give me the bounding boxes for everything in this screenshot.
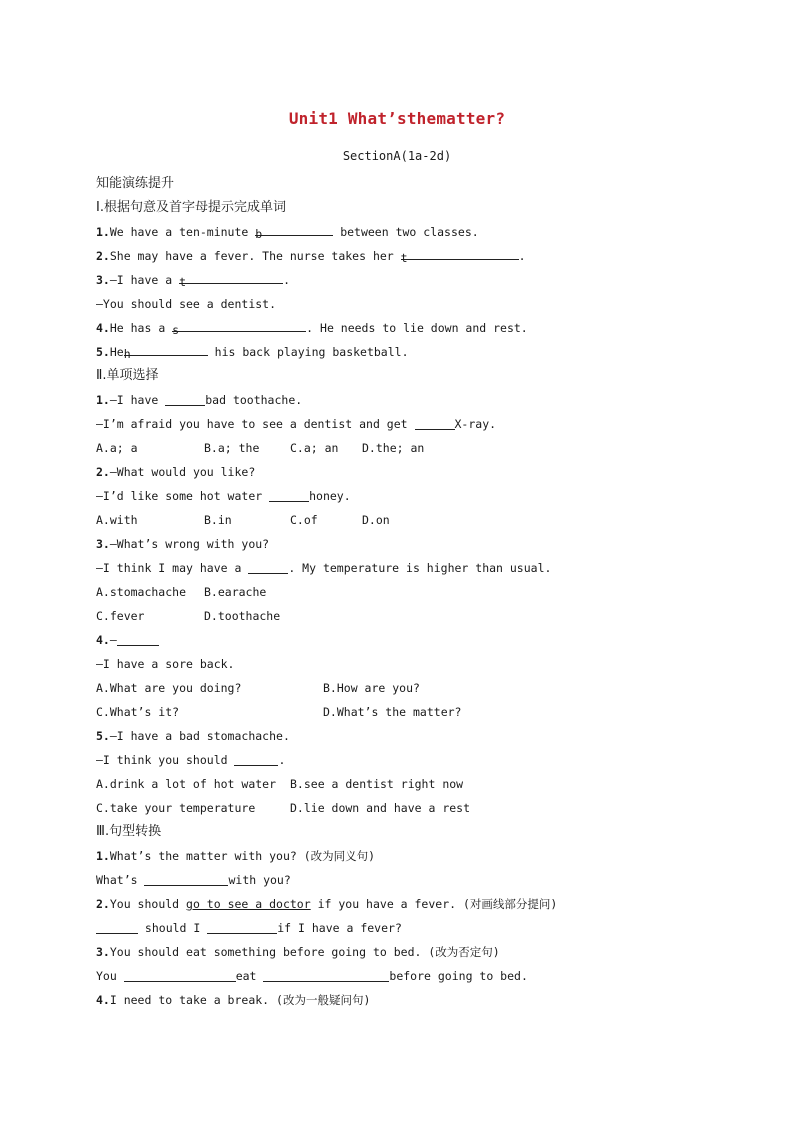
section2-heading: Ⅱ.单项选择	[96, 368, 159, 383]
question-text: You should	[109, 897, 187, 911]
answer-blank[interactable]	[263, 968, 389, 982]
s2-question-1-line2	[96, 412, 716, 436]
s2-question-5-line1	[96, 724, 716, 748]
question-text: We have a ten-minute	[109, 225, 256, 239]
s2-question-1-line1	[96, 388, 716, 412]
answer-text: eat	[235, 969, 264, 983]
question-text: —I’m afraid you have to see a dentist and get	[96, 417, 415, 431]
question-number: 1.	[96, 849, 110, 863]
option-d[interactable]: D.lie down and have a rest	[290, 801, 471, 815]
answer-text: should I	[138, 921, 208, 935]
answer-text: with you?	[228, 873, 291, 887]
question-number: 3.	[96, 945, 110, 959]
question-number: 5.	[96, 729, 110, 743]
question-number: 2.	[96, 465, 110, 479]
option-b[interactable]: B.How are you?	[323, 681, 420, 695]
s2-question-3-options-ab	[96, 580, 716, 604]
s2-question-2-line2	[96, 484, 716, 508]
question-text: —I have a bad stomachache.	[109, 729, 290, 743]
s3-question-3-answer	[96, 964, 716, 988]
s1-question-3	[96, 268, 716, 292]
option-a[interactable]: A.drink a lot of hot water	[96, 777, 277, 791]
answer-blank[interactable]	[207, 920, 277, 934]
question-number: 2.	[96, 249, 110, 263]
question-text: X-ray.	[454, 417, 497, 431]
answer-blank[interactable]	[117, 632, 159, 646]
question-number: 5.	[96, 345, 110, 359]
answer-text: You	[96, 969, 124, 983]
question-number: 4.	[96, 321, 110, 335]
s2-question-2-line1	[96, 460, 716, 484]
hint-letter: t	[179, 275, 187, 289]
underlined-phrase: go to see a doctor	[186, 897, 311, 911]
option-b[interactable]: B.a; the	[204, 441, 260, 455]
hint-letter: s	[172, 323, 180, 337]
option-d[interactable]: D.What’s the matter?	[323, 705, 462, 719]
s1-question-4	[96, 316, 716, 340]
s2-question-5-options-ab	[96, 772, 716, 796]
s3-question-1	[96, 844, 716, 868]
s2-question-3-line2	[96, 556, 716, 580]
question-text: —I think I may have a	[96, 561, 249, 575]
question-number: 3.	[96, 273, 110, 287]
worksheet-content	[96, 172, 716, 1012]
s2-question-2-options	[96, 508, 716, 532]
s1-question-1	[96, 220, 716, 244]
answer-blank[interactable]	[96, 920, 138, 934]
answer-blank[interactable]	[415, 416, 455, 430]
answer-blank[interactable]	[234, 752, 278, 766]
page-title: Unit1 What’sthematter?	[288, 109, 506, 128]
option-b[interactable]: B.see a dentist right now	[290, 777, 464, 791]
hint-letter: t	[400, 251, 408, 265]
s3-question-3	[96, 940, 716, 964]
answer-blank[interactable]	[400, 246, 519, 265]
option-a[interactable]: A.What are you doing?	[96, 681, 242, 695]
option-c[interactable]: C.What’s it?	[96, 705, 180, 719]
option-d[interactable]: D.the; an	[362, 441, 425, 455]
section1-heading: Ⅰ.根据句意及首字母提示完成单词	[96, 200, 286, 215]
question-number: 2.	[96, 897, 110, 911]
question-text: .	[518, 249, 526, 263]
option-a[interactable]: A.with	[96, 513, 138, 527]
s3-question-2-answer	[96, 916, 716, 940]
option-d[interactable]: D.on	[362, 513, 390, 527]
question-text: —I think you should	[96, 753, 235, 767]
question-text: —I’d like some hot water	[96, 489, 270, 503]
s2-question-4-options-ab	[96, 676, 716, 700]
question-text: You should eat something before going to bed. (改为否定句)	[109, 945, 500, 959]
hint-letter: h	[123, 347, 131, 361]
option-c[interactable]: C.of	[290, 513, 318, 527]
option-a[interactable]: A.stomachache	[96, 585, 187, 599]
s1-question-5	[96, 340, 716, 364]
question-text: . He needs to lie down and rest.	[306, 321, 528, 335]
option-a[interactable]: A.a; a	[96, 441, 138, 455]
s2-question-4-line1	[96, 628, 716, 652]
question-text: .	[278, 753, 286, 767]
question-text: —What would you like?	[109, 465, 256, 479]
answer-text: before going to bed.	[389, 969, 528, 983]
question-text: —What’s wrong with you?	[109, 537, 270, 551]
answer-blank[interactable]	[269, 488, 309, 502]
question-text: —	[109, 633, 117, 647]
s3-question-4	[96, 988, 716, 1012]
option-b[interactable]: B.earache	[204, 585, 267, 599]
answer-text: What’s	[96, 873, 145, 887]
s3-question-1-answer	[96, 868, 716, 892]
option-d[interactable]: D.toothache	[204, 609, 281, 623]
question-text: . My temperature is higher than usual.	[288, 561, 552, 575]
question-text: He has a	[109, 321, 173, 335]
s2-question-3-line1	[96, 532, 716, 556]
question-text: What’s the matter with you? (改为同义句)	[109, 849, 376, 863]
s2-question-5-options-cd	[96, 796, 716, 820]
option-c[interactable]: C.take your temperature	[96, 801, 256, 815]
s2-question-5-line2	[96, 748, 716, 772]
question-number: 4.	[96, 993, 110, 1007]
option-c[interactable]: C.fever	[96, 609, 145, 623]
answer-blank[interactable]	[123, 342, 208, 361]
section3-heading: Ⅲ.句型转换	[96, 824, 162, 839]
s1-question-2	[96, 244, 716, 268]
answer-blank[interactable]	[144, 872, 228, 886]
hint-letter: b	[255, 227, 263, 241]
question-text: —I have	[109, 393, 166, 407]
answer-blank[interactable]	[124, 968, 236, 982]
s2-question-4-line2: —I have a sore back.	[96, 657, 235, 671]
question-text: bad toothache.	[205, 393, 303, 407]
question-text: if you have a fever. (对画线部分提问)	[310, 897, 558, 911]
s2-question-1-options	[96, 436, 716, 460]
question-text: his back playing basketball.	[207, 345, 409, 359]
question-text: She may have a fever. The nurse takes her	[109, 249, 401, 263]
answer-blank[interactable]	[255, 222, 333, 241]
s2-question-3-options-cd	[96, 604, 716, 628]
s1-question-3-reply: —You should see a dentist.	[96, 297, 277, 311]
option-c[interactable]: C.a; an	[290, 441, 339, 455]
question-text: .	[283, 273, 291, 287]
question-number: 1.	[96, 393, 110, 407]
question-text: honey.	[309, 489, 351, 503]
question-text: He	[109, 345, 124, 359]
option-b[interactable]: B.in	[204, 513, 232, 527]
section-header: 知能演练提升	[96, 176, 175, 191]
answer-blank[interactable]	[248, 560, 288, 574]
answer-text: if I have a fever?	[277, 921, 402, 935]
question-number: 1.	[96, 225, 110, 239]
question-text: —I have a	[109, 273, 180, 287]
s2-question-4-options-cd	[96, 700, 716, 724]
s3-question-2	[96, 892, 716, 916]
answer-blank[interactable]	[165, 392, 205, 406]
page-subtitle: SectionA(1a-2d)	[342, 149, 452, 163]
question-number: 4.	[96, 633, 110, 647]
question-text: between two classes.	[333, 225, 479, 239]
question-text: I need to take a break. (改为一般疑问句)	[109, 993, 371, 1007]
question-number: 3.	[96, 537, 110, 551]
answer-blank[interactable]	[179, 270, 283, 289]
answer-blank[interactable]	[172, 318, 306, 337]
